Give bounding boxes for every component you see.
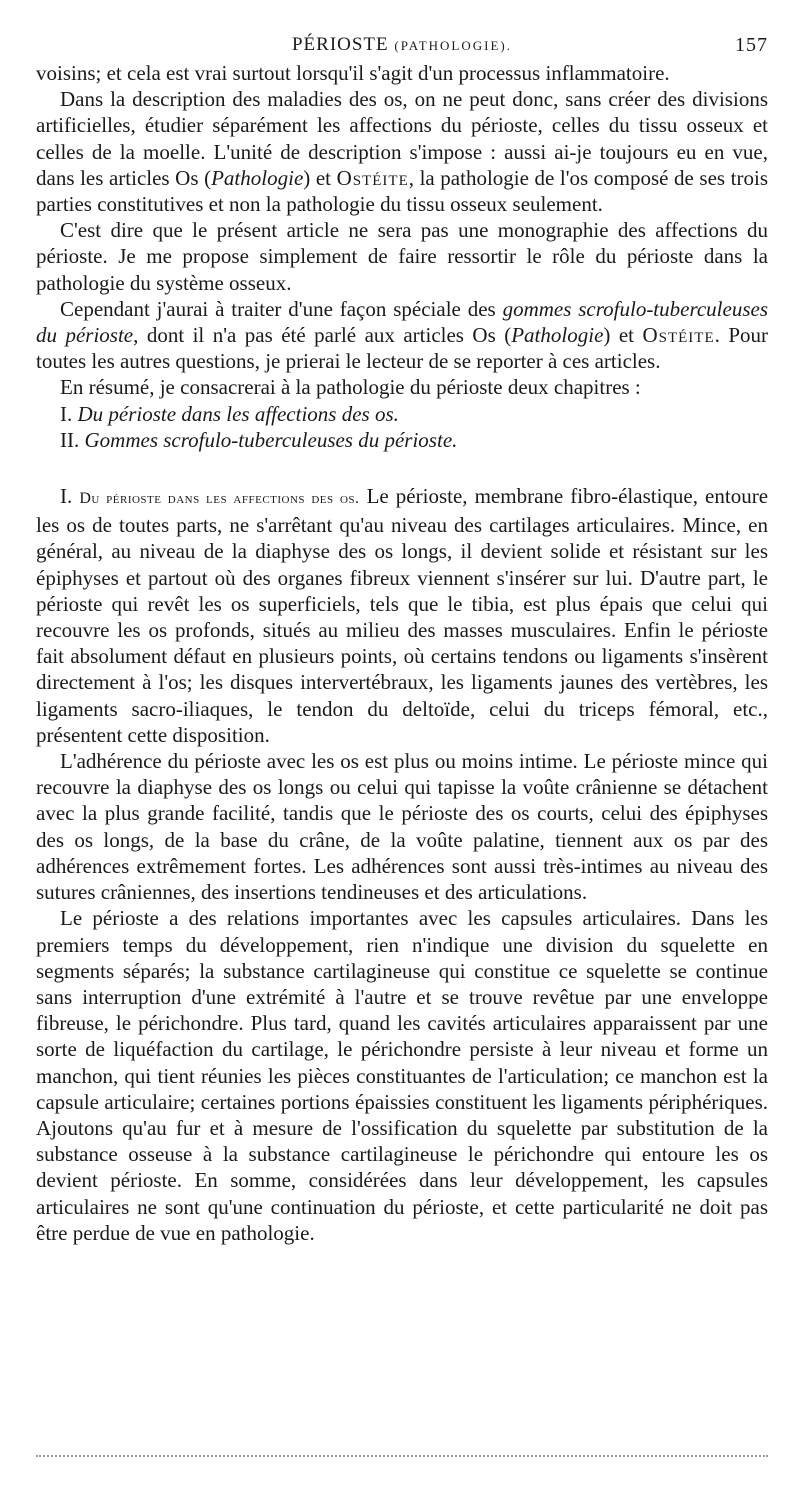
paragraph-gommes: Cependant j'aurai à traiter d'une façon spéciale des gommes scrofulo-tuberculeuses du périoste, dont il n'a pas été parlé aux articles Os (Pathologie) et Ostéite. Pour toutes les autres questions, je prierai le lecteur de se reporter à ces articles. [36,296,768,374]
paragraph-adherence: L'adhérence du périoste avec les os est plus ou moins intime. Le périoste mince qui recouvre la diaphyse des os longs ou celui qui tapisse la voûte crânienne se détachent avec la plus grande facilité, tandis que le périoste des os courts, celui des épiphyses des os longs, de la base du crâne, de la voûte palatine, tiennent aux os par des adhérences extrêmement fortes. Les adhérences sont aussi très-intimes au niveau des sutures crâniennes, des insertions tendineuses et des articulations. [36,749,768,905]
section-paragraph: I. Du périoste dans les affections des os. Le périoste, membrane fibro-élastique, entoure les os de toutes parts, ne s'arrêtant qu'au niveau des cartilages articulaires. Mince, en général, au niveau de la diaphyse des os longs, il devient solide et résistant sur les épiphyses et partout où des organes fibreux viennent s'insérer sur lui. D'autre part, le périoste qui revêt les os superficiels, tels que le tibia, est plus épais que celui qui recouvre les os profonds, situés au milieu des masses musculaires. Enfin le périoste fait absolument défaut en plusieurs points, où certains tendons ou ligaments s'insèrent directement à l'os; les disques intervertébraux, les ligaments jaunes des vertèbres, les ligaments sacro-iliaques, le tendon du deltoïde, celui du triceps fémoral, etc., présentent cette disposition. [36,484,769,747]
section-heading: Du périoste dans les affections des os. [79,490,360,508]
section-number: I. [60,484,73,509]
paragraph-purpose: C'est dire que le présent article ne sera pas une monographie des affections du périoste. Je me propose simplement de faire ressortir le rôle du périoste dans la pathologie du système osseux. [36,218,768,295]
chapter-item: I. Du périoste dans les affections des os. [60,401,399,426]
paragraph-description: Dans la description des maladies des os, on ne peut donc, sans créer des divisions artificielles, étudier séparément les affections du périoste, celles du tissu osseux et celles de la moelle. L'unité de description s'impose : aussi ai-je toujours eu en vue, dans les articles Os (Pathologie) et Ostéite, la pathologie de l'os composé de ses trois parties constitutives et non la pathologie du tissu osseux seulement. [36,87,768,217]
paragraph-capsules: Le périoste a des relations importantes avec les capsules articulaires. Dans les premiers temps du développement, rien n'indique une division du squelette en segments séparés; la substance cartilagineuse qui constitue ce squelette se continue sans interruption d'une extrémité à l'autre et se trouve revêtue par une enveloppe fibreuse, le périchondre. Plus tard, quand les cavités articulaires apparaissent par une sorte de liquéfaction du cartilage, le périchondre persiste à leur niveau et forme un manchon, qui tient réunies les pièces constituantes de l'articulation; ce manchon est la capsule articulaire; certaines portions épaissies constituent les ligaments périphériques. Ajoutons qu'au fur et à mesure de l'ossification du squelette par substitution de la substance osseuse à la substance cartilagineuse le périchondre qui entoure les os devient périoste. En somme, considérées dans leur développement, les capsules articulaires ne sont qu'une continuation du périoste, et cette particularité ne doit pas être perdue de vue en pathologie. [36,906,768,1245]
running-title-main: PÉRIOSTE [291,34,389,55]
bottom-dotted-rule [36,1455,768,1457]
running-header [36,28,768,60]
page-number: 157 [735,34,768,56]
paragraph-summary: En résumé, je consacrerai à la pathologie du périoste deux chapitres : [60,375,641,400]
page [36,28,768,1246]
running-title [36,32,768,59]
paragraph-continuation: voisins; et cela est vrai surtout lorsqu'il s'agit d'un processus inflammatoire. [36,61,670,85]
chapter-item: II. Gommes scrofulo-tuberculeuses du périoste. [60,427,458,452]
running-title-sub: (PATHOLOGIE). [394,38,513,53]
chapter-list [60,401,768,453]
